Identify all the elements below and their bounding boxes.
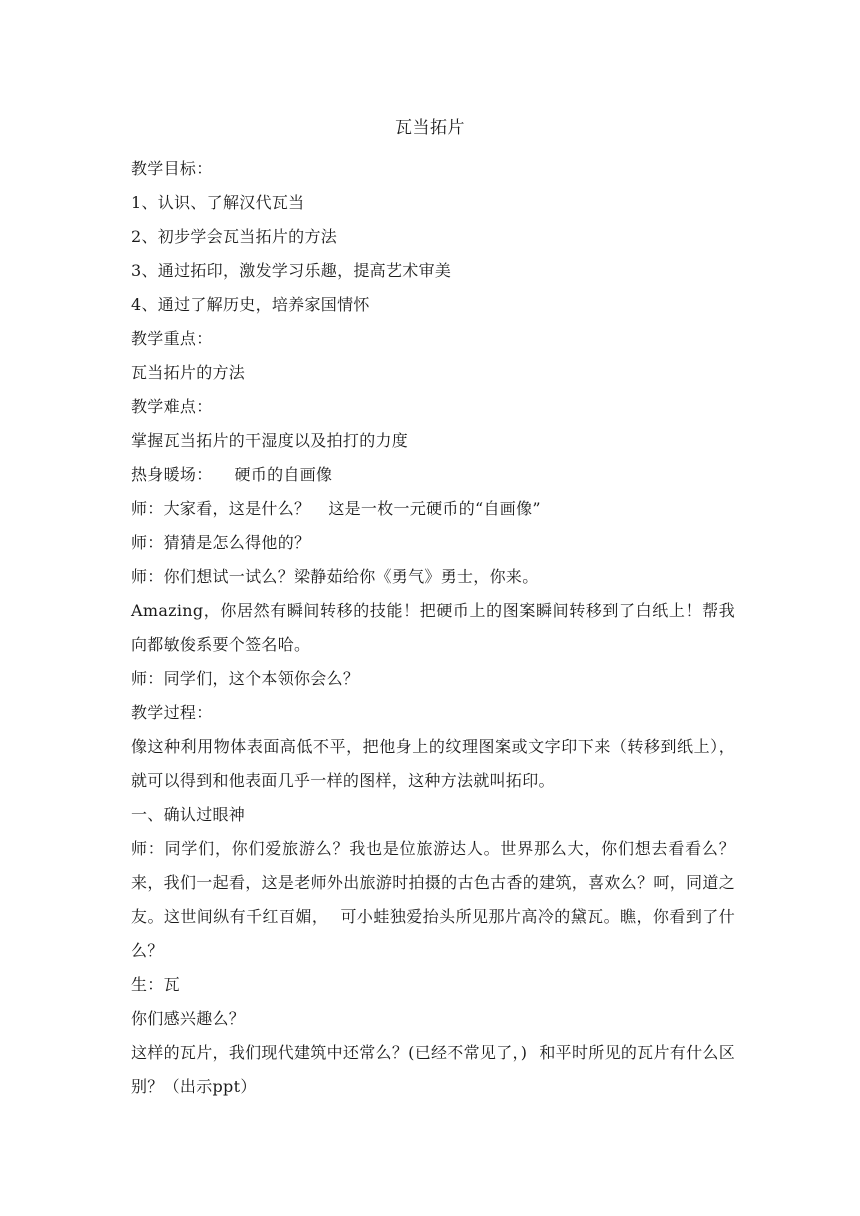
dialogue-1b: 这是一枚一元硬币的“自画像” — [328, 499, 541, 518]
goal-item-1: 1、认识、了解汉代瓦当 — [131, 193, 305, 212]
dialogue-line-1 — [131, 492, 735, 526]
section-1-heading: 一、确认过眼神 — [131, 805, 246, 824]
document-title: 瓦当拓片 — [395, 118, 465, 138]
warmup-line — [131, 458, 735, 492]
warmup-topic: 硬币的自画像 — [234, 465, 333, 484]
goals-heading: 教学目标： — [131, 159, 213, 178]
section-1-text-a: 师：同学们，你们爱旅游么？我也是位旅游达人。世界那么大，你们想去看看么？来，我们一起看，这是老师外出旅游时拍摄的古色古香的建筑，喜欢么？呵，同道之友。这世间纵有千红百媚， — [131, 839, 735, 926]
goal-item-3: 3、通过拓印，激发学习乐趣，提高艺术审美 — [131, 261, 452, 280]
key-point-text: 瓦当拓片的方法 — [131, 363, 246, 382]
dialogue-line-3: 师：你们想试一试么？梁静茹给你《勇气》勇士，你来。 — [131, 567, 539, 586]
warmup-label: 热身暖场： — [131, 465, 213, 484]
dialogue-paragraph-4: Amazing，你居然有瞬间转移的技能！把硬币上的图案瞬间转移到了白纸上！帮我向都敏俊系要个签名哈。 — [131, 601, 735, 654]
dialogue-line-2: 师：猜猜是怎么得他的？ — [131, 533, 311, 552]
section-1-paragraph — [131, 832, 735, 968]
question-interest: 你们感兴趣么？ — [131, 1009, 246, 1028]
student-reply: 生：瓦 — [131, 975, 180, 994]
question-modern-a: 这样的瓦片，我们现代建筑中还常么？(已经不常见了，) — [131, 1043, 528, 1062]
question-modern-paragraph — [131, 1036, 735, 1104]
process-heading: 教学过程： — [131, 703, 213, 722]
document-body — [131, 152, 735, 1104]
dialogue-line-5: 师：同学们，这个本领你会么？ — [131, 669, 360, 688]
difficulty-text: 掌握瓦当拓片的干湿度以及拍打的力度 — [131, 431, 409, 450]
key-point-heading: 教学重点： — [131, 329, 213, 348]
difficulty-heading: 教学难点： — [131, 397, 213, 416]
question-modern-b: 和平时所见的瓦片有什么区别？（出示ppt） — [131, 1043, 735, 1096]
goal-item-4: 4、通过了解历史，培养家国情怀 — [131, 295, 370, 314]
process-intro-paragraph: 像这种利用物体表面高低不平，把他身上的纹理图案或文字印下来（转移到纸上），就可以得到和他表面几乎一样的图样，这种方法就叫拓印。 — [131, 737, 735, 790]
dialogue-1a: 师：大家看，这是什么？ — [131, 499, 311, 518]
goal-item-2: 2、初步学会瓦当拓片的方法 — [131, 227, 338, 246]
section-1-text-b: 可小蛙独爱抬头所见那片高冷的黛瓦。瞧，你看到了什么？ — [131, 907, 736, 960]
